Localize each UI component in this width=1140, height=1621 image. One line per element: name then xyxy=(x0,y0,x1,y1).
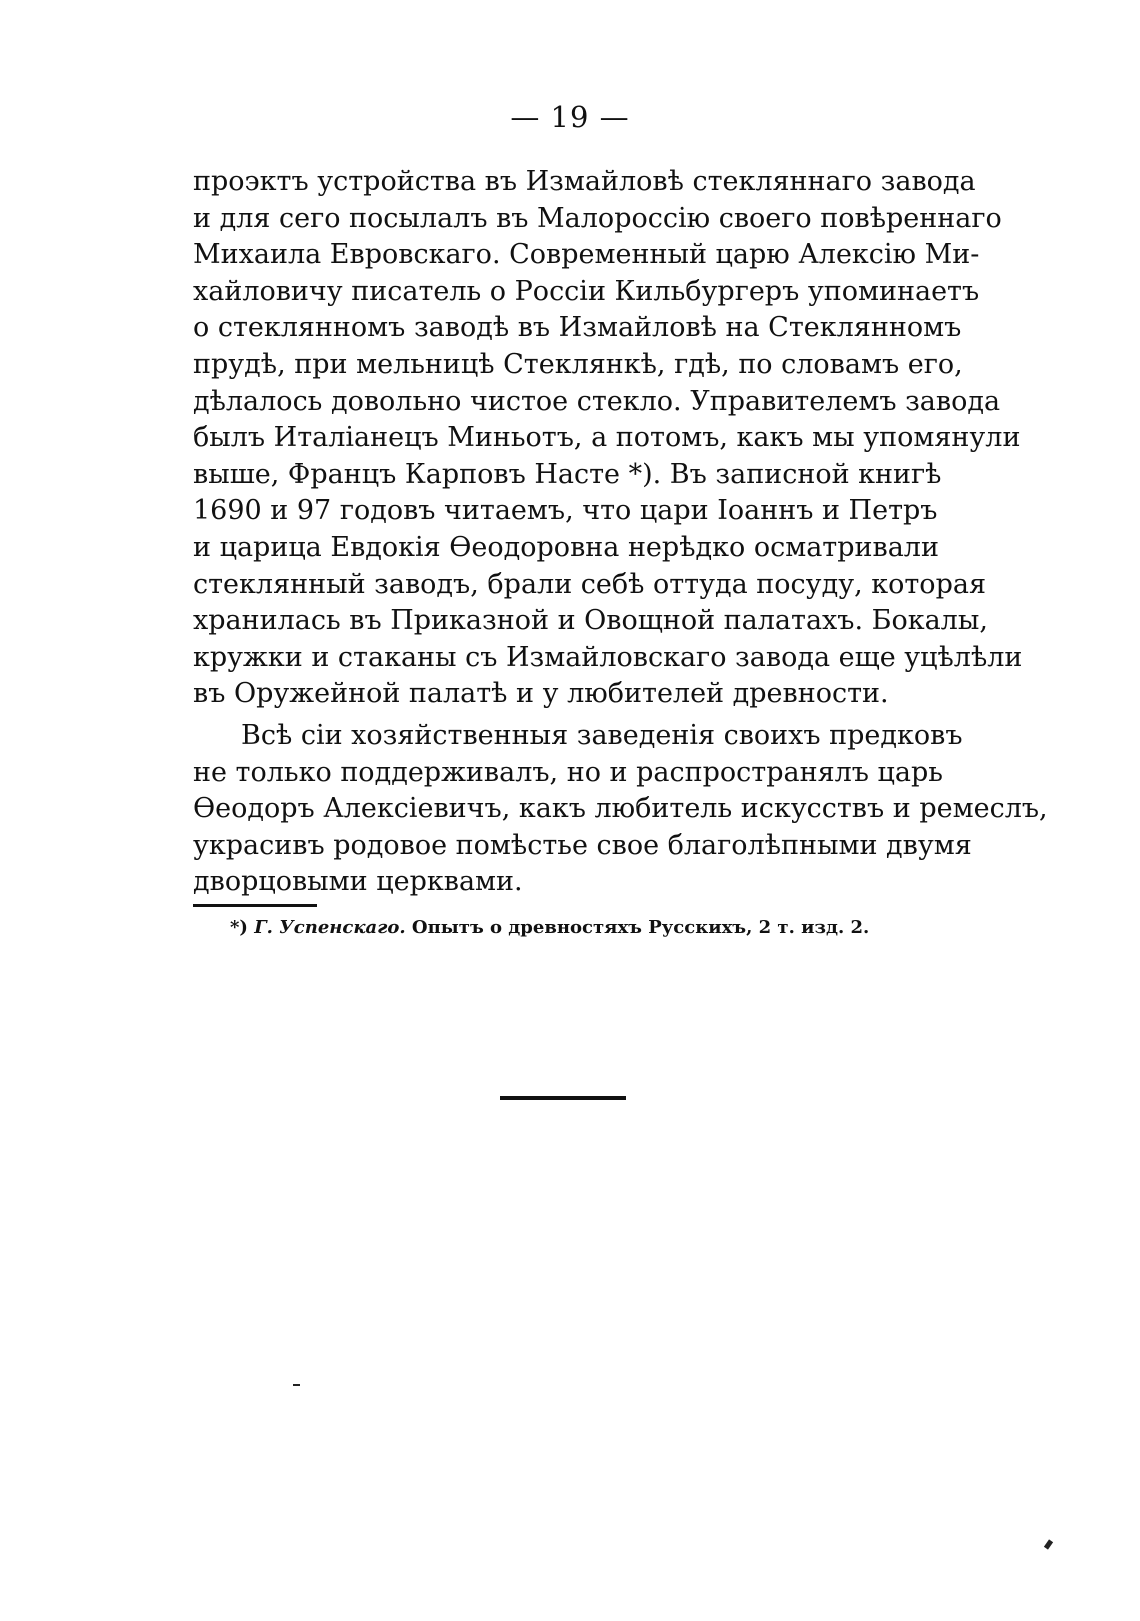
text-line: прудѣ, при мельницѣ Стеклянкѣ, гдѣ, по словамъ его, xyxy=(193,348,963,380)
text-line: проэктъ устройства въ Измайловѣ стекляннаго завода xyxy=(193,166,976,197)
text-line: выше, Францъ Карповъ Насте *). Въ записной книгѣ xyxy=(193,458,942,490)
end-of-text-rule xyxy=(500,1096,626,1100)
footnote-separator xyxy=(193,904,317,907)
text-line: былъ Италіанецъ Миньотъ, а потомъ, какъ мы упомянули xyxy=(193,422,1021,454)
text-line: и царица Евдокія Ѳеодоровна нерѣдко осматривали xyxy=(193,531,939,563)
text-line: 1690 и 97 годовъ читаемъ, что цари Іоаннъ и Петръ xyxy=(193,495,938,527)
footnote-author: Г. Успенскаго. xyxy=(254,917,406,938)
text-line: не только поддерживалъ, но и распространялъ царь xyxy=(193,756,943,788)
paragraph-2 xyxy=(193,718,1048,901)
text-line: стеклянный заводъ, брали себѣ оттуда посуду, которая xyxy=(193,568,986,600)
paragraph-1 xyxy=(193,164,1023,713)
footnote xyxy=(230,917,869,938)
page-number: — 19 — xyxy=(510,100,630,134)
text-line: дѣлалось довольно чистое стекло. Управителемъ завода xyxy=(193,385,1001,417)
body-text xyxy=(193,164,1048,901)
footnote-text: Опытъ о древностяхъ Русскихъ, 2 т. изд. 2. xyxy=(411,917,870,938)
text-line: украсивъ родовое помѣстье свое благолѣпными двумя xyxy=(193,829,972,861)
text-line: дворцовыми церквами. xyxy=(193,866,523,898)
scan-speck xyxy=(1044,1539,1053,1549)
footnote-marker: *) xyxy=(230,917,248,938)
scan-speck xyxy=(293,1384,300,1386)
text-line: и для сего посылалъ въ Малороссію своего повѣреннаго xyxy=(193,202,1002,234)
text-line: хайловичу писатель о Россіи Кильбургеръ упоминаетъ xyxy=(193,275,980,307)
text-line: кружки и стаканы съ Измайловскаго завода еще уцѣлѣли xyxy=(193,641,1023,673)
text-line: Всѣ сіи хозяйственныя заведенія своихъ предковъ xyxy=(241,719,963,751)
text-line: хранилась въ Приказной и Овощной палатахъ. Бокалы, xyxy=(193,605,988,637)
text-line: Михаила Евровскаго. Современный царю Алексію Ми- xyxy=(193,239,980,271)
text-line: о стеклянномъ заводѣ въ Измайловѣ на Стеклянномъ xyxy=(193,312,962,344)
text-line: въ Оружейной палатѣ и у любителей древности. xyxy=(193,678,889,710)
text-line: Ѳеодоръ Алексіевичъ, какъ любитель искусствъ и ремеслъ, xyxy=(193,793,1048,825)
